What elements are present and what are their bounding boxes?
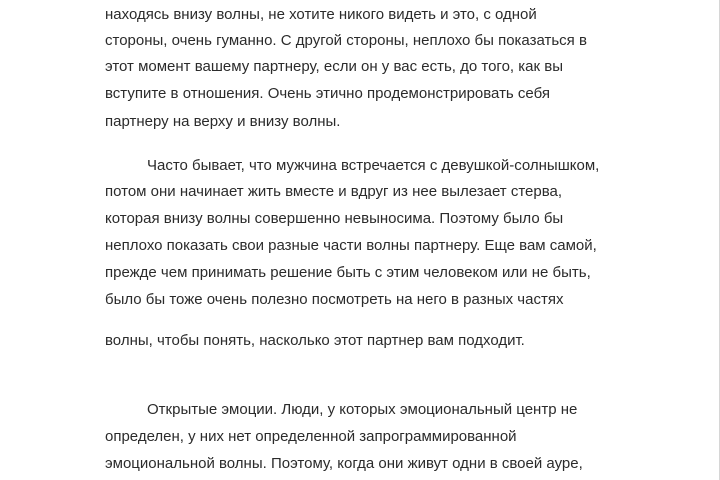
text-line: волны, чтобы понять, насколько этот партнер вам подходит. — [105, 332, 525, 349]
text-line: прежде чем принимать решение быть с этим человеком или не быть, — [105, 264, 591, 281]
text-line: было бы тоже очень полезно посмотреть на него в разных частях — [105, 291, 564, 308]
text-line: партнеру на верху и внизу волны. — [105, 113, 341, 130]
text-line: вступите в отношения. Очень этично продемонстрировать себя — [105, 85, 550, 102]
text-line: этот момент вашему партнеру, если он у вас есть, до того, как вы — [105, 58, 563, 75]
text-line: которая внизу волны совершенно невыносима. Поэтому было бы — [105, 210, 564, 227]
text-line: неплохо показать свои разные части волны партнеру. Еще вам самой, — [105, 237, 597, 254]
text-line: находясь внизу волны, не хотите никого видеть и это, с одной — [105, 6, 537, 23]
text-line: определен, у них нет определенной запрограммированной — [105, 428, 517, 445]
text-line: Часто бывает, что мужчина встречается с девушкой-солнышком, — [147, 157, 600, 174]
text-line: эмоциональной волны. Поэтому, когда они живут одни в своей ауре, — [105, 455, 583, 472]
text-line: потом они начинает жить вместе и вдруг из нее вылезает стерва, — [105, 183, 563, 200]
text-line: Открытые эмоции. Люди, у которых эмоциональный центр не — [147, 401, 578, 418]
text-line: стороны, очень гуманно. С другой стороны, неплохо бы показаться в — [105, 32, 587, 49]
